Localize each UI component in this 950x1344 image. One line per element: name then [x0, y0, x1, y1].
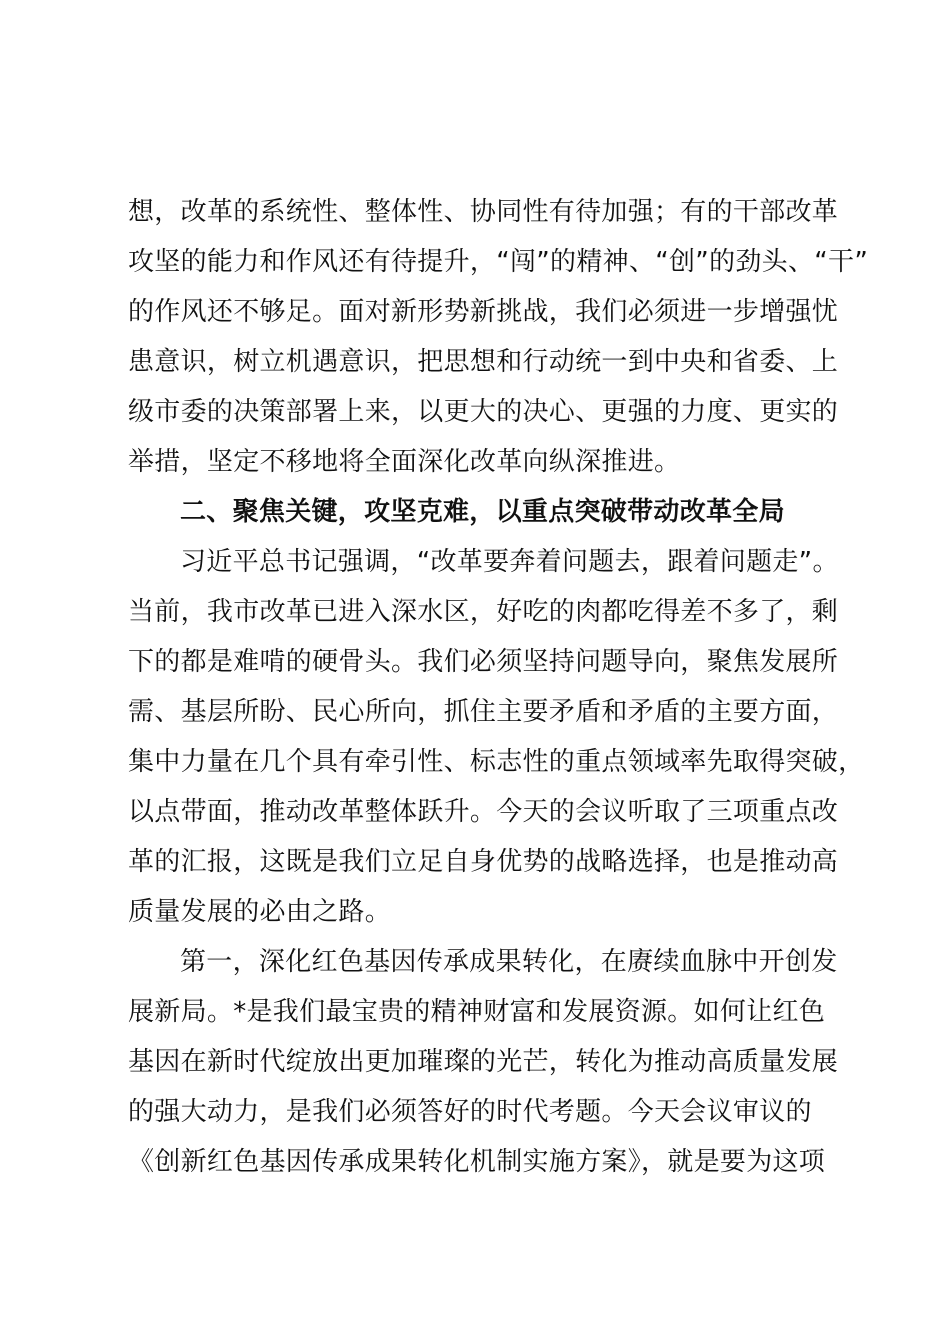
paragraph-line: 的作风还不够足。面对新形势新挑战，我们必须进一步增强忧 — [128, 297, 839, 327]
paragraph-line: 习近平总书记强调，“改革要奔着问题去，跟着问题走”。 — [180, 547, 839, 577]
paragraph-line: 第一，深化红色基因传承成果转化，在赓续血脉中开创发 — [180, 947, 838, 977]
paragraph-line: 的强大动力，是我们必须答好的时代考题。今天会议审议的 — [128, 1097, 812, 1127]
paragraph-line: 想，改革的系统性、整体性、协同性有待加强；有的干部改革 — [128, 197, 839, 227]
paragraph-line: 集中力量在几个具有牵引性、标志性的重点领域率先取得突破， — [128, 747, 865, 777]
paragraph-line: 以点带面，推动改革整体跃升。今天的会议听取了三项重点改 — [128, 797, 839, 827]
paragraph-line: 革的汇报，这既是我们立足自身优势的战略选择，也是推动高 — [128, 847, 839, 877]
paragraph-line: 质量发展的必由之路。 — [128, 897, 392, 927]
paragraph-line: 需、基层所盼、民心所向，抓住主要矛盾和矛盾的主要方面， — [128, 697, 839, 727]
paragraph-line: 《创新红色基因传承成果转化机制实施方案》，就是要为这项 — [128, 1147, 826, 1177]
paragraph-line: 攻坚的能力和作风还有待提升，“闯”的精神、“创”的劲头、“干” — [128, 247, 869, 277]
paragraph-line: 举措，坚定不移地将全面深化改革向纵深推进。 — [128, 447, 681, 477]
paragraph-line: 当前，我市改革已进入深水区，好吃的肉都吃得差不多了，剩 — [128, 597, 839, 627]
paragraph-line: 展新局。*是我们最宝贵的精神财富和发展资源。如何让红色 — [128, 997, 826, 1027]
paragraph-line: 下的都是难啃的硬骨头。我们必须坚持问题导向，聚焦发展所 — [128, 647, 839, 677]
paragraph-line: 基因在新时代绽放出更加璀璨的光芒，转化为推动高质量发展 — [128, 1047, 839, 1077]
paragraph-line: 级市委的决策部署上来，以更大的决心、更强的力度、更实的 — [128, 397, 839, 427]
paragraph-line: 患意识，树立机遇意识，把思想和行动统一到中央和省委、上 — [128, 347, 839, 377]
section-heading: 二、聚焦关键，攻坚克难，以重点突破带动改革全局 — [180, 497, 785, 527]
